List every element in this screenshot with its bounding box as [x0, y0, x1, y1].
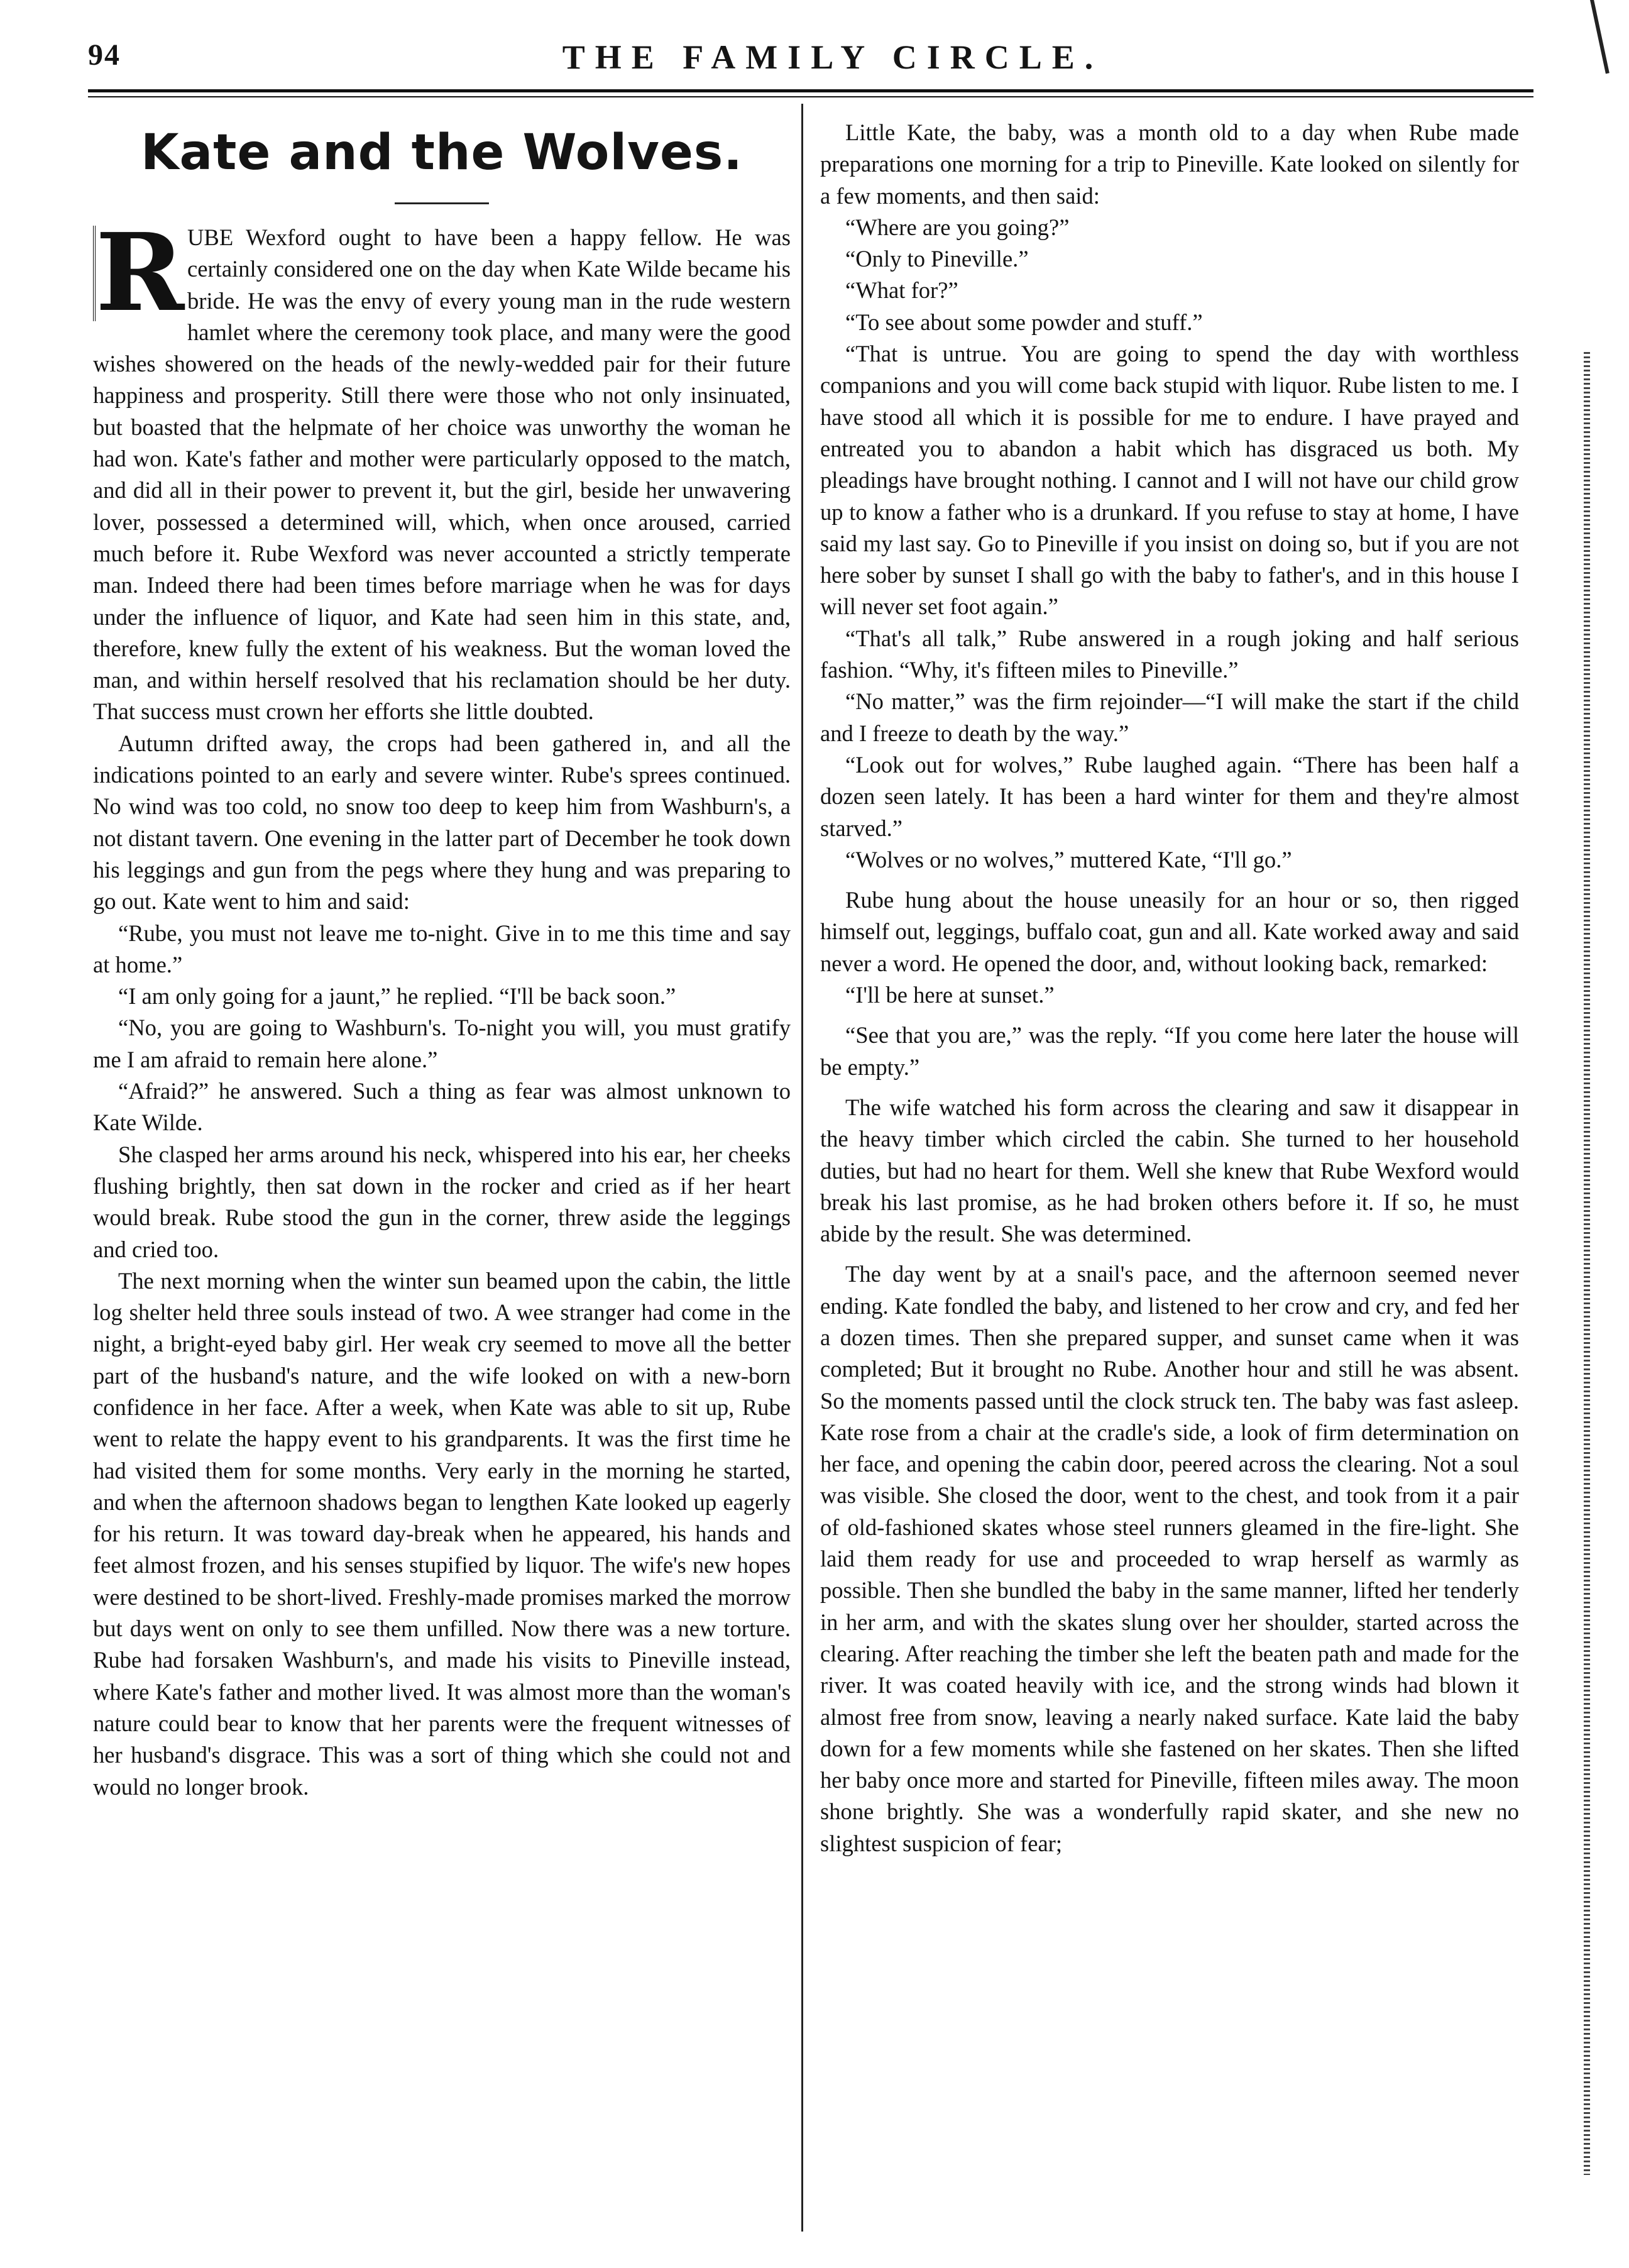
- paragraph: The day went by at a snail's pace, and the afternoon seemed never ending. Kate fondled the baby, and listened to her crow and cry, and fed her a dozen times. Then she prepared supper, and sunset came when it was completed; But it brought no Rube. Another hour and still he was absent. So the moments passed until the clock struck ten. The baby was fast asleep. Kate rose from a chair at the cradle's side, a look of firm determination on her face, and opening the cabin door, peered across the clearing. Not a soul was visible. She closed the door, went to the chest, and took from it a pair of old-fashioned skates whose steel runners gleamed in the fire-light. She laid them ready for use and proceeded to wrap herself as warmly as possible. Then she bundled the baby in the same manner, lifted her tenderly in her arm, and with the skates slung over her shoulder, started across the clearing. After reaching the timber she left the beaten path and made for the river. It was coated heavily with ice, and the strong winds had blown it almost free from snow, leaving a nearly naked surface. Kate laid the baby down for a few moments while she fastened on her skates. Then she lifted her baby once more and started for Pineville, fifteen miles away. The moon shone brightly. She was a wonderfully rapid skater, and she new no slightest suspicion of fear;: [820, 1261, 1519, 1856]
- paragraph: “Afraid?” he answered. Such a thing as fear was almost unknown to Kate Wilde.: [93, 1078, 791, 1136]
- column-divider: [801, 104, 803, 2232]
- left-column: [93, 112, 791, 1803]
- paragraph: “I am only going for a jaunt,” he replied. “I'll be back soon.”: [118, 983, 676, 1010]
- paragraph: She clasped her arms around his neck, whispered into his ear, her cheeks flushing brightly, then sat down in the rocker and cried as if her heart would break. Rube stood the gun in the corner, threw aside the leggings and cried too.: [93, 1141, 791, 1262]
- paragraph: “No matter,” was the firm rejoinder—“I will make the start if the child and I freeze to death by the way.”: [820, 688, 1519, 746]
- running-head-title: THE FAMILY CIRCLE.: [562, 38, 1104, 76]
- right-column: [820, 117, 1519, 1859]
- page-number: 94: [88, 38, 121, 72]
- paragraph: The wife watched his form across the clearing and saw it disappear in the heavy timber which circled the cabin. She turned to her household duties, but had no heart for them. Well she knew that Rube Wexford would break his last promise, as he had broken others before it. If so, he must abide by the result. She was determined.: [820, 1094, 1519, 1247]
- page-edge-binding: [1584, 352, 1590, 2175]
- paragraph: Little Kate, the baby, was a month old to a day when Rube made preparations one morning for a trip to Pineville. Kate looked on silently for a few moments, and then said:: [820, 119, 1519, 209]
- paragraph: Autumn drifted away, the crops had been gathered in, and all the indications pointed to an early and severe winter. Rube's sprees continued. No wind was too cold, no snow too deep to keep him from Washburn's, a not distant tavern. One evening in the latter part of December he took down his leggings and gun from the pegs where they hung and was preparing to go out. Kate went to him and said:: [93, 730, 791, 915]
- paragraph: “Rube, you must not leave me to-night. Give in to me this time and say at home.”: [93, 920, 791, 977]
- paragraph: “Wolves or no wolves,” muttered Kate, “I'll go.”: [845, 846, 1292, 873]
- paragraph: “Where are you going?”: [845, 214, 1070, 240]
- paragraph: Rube hung about the house uneasily for an hour or so, then rigged himself out, leggings, buffalo coat, gun and all. Kate worked away and said never a word. He opened the door, and, without looking back, remarked:: [820, 887, 1519, 976]
- paragraph: “Look out for wolves,” Rube laughed again. “There has been half a dozen seen lately. It has been a hard winter for them and they're almost starved.”: [820, 751, 1519, 841]
- title-rule: [395, 202, 489, 204]
- paragraph: “See that you are,” was the reply. “If you come here later the house will be empty.”: [820, 1022, 1519, 1080]
- paragraph: “What for?”: [845, 277, 958, 304]
- paragraph: “That is untrue. You are going to spend the day with worthless companions and you will come back stupid with liquor. Rube listen to me. I have stood all which it is possible for me to endure. I have prayed and entreated you to abandon a habit which has disgraced us both. My pleadings have brought nothing. I cannot and I will not have our child grow up to know a father who is a drunkard. If you refuse to stay at home, I have said my last say. Go to Pineville if you insist on doing so, but if you are not here sober by sunset I shall go with the baby to father's, and in this house I will never set foot again.”: [820, 341, 1519, 620]
- paragraph: “To see about some powder and stuff.”: [845, 309, 1203, 335]
- drop-cap: R: [93, 226, 178, 321]
- paragraph: The next morning when the winter sun beamed upon the cabin, the little log shelter held three souls instead of two. A wee stranger had come in the night, a bright-eyed baby girl. Her weak cry seemed to move all the better part of the husband's nature, and the wife looked on with a new-born confidence in her face. After a week, when Kate was able to sit up, Rube went to relate the happy event to his grandparents. It was the first time he had visited them for some months. Very early in the morning he started, and when the afternoon shadows began to lengthen Kate looked up eagerly for his return. It was toward day-break when he appeared, his hands and feet almost frozen, and his senses stupified by liquor. The wife's new hopes were destined to be short-lived. Freshly-made promises marked the morrow but days went on only to see them unfilled. Now there was a new torture. Rube had forsaken Washburn's, and made his visits to Pineville instead, where Kate's father and mother lived. It was almost more than the woman's nature could bear to know that her parents were the frequent witnesses of her husband's disgrace. This was a sort of thing which she could not and would no longer brook.: [93, 1267, 791, 1800]
- paragraph: [93, 210, 791, 728]
- article-title: Kate and the Wolves.: [141, 124, 743, 181]
- paragraph: “No, you are going to Washburn's. To-night you will, you must gratify me I am afraid to remain here alone.”: [93, 1015, 791, 1072]
- paragraph: “That's all talk,” Rube answered in a rough joking and half serious fashion. “Why, it's fifteen miles to Pineville.”: [820, 625, 1519, 683]
- header-rule: [88, 89, 1533, 92]
- header-rule-thin: [88, 96, 1533, 97]
- paragraph-text: UBE Wexford ought to have been a happy fellow. He was certainly considered one on the day when Kate Wilde became his bride. He was the envy of every young man in the rude western hamlet where the ceremony took place, and many were the good wishes showered on the heads of the newly-wedded pair for their future happiness and prosperity. Still there were those who not only insinuated, but boasted that the helpmate of her choice was unworthy the woman he had won. Kate's father and mother were particularly opposed to the match, and did all in their power to prevent it, but the girl, beside her unwavering lover, possessed a determined will, which, when once aroused, carried much before it. Rube Wexford was never accounted a strictly temperate man. Indeed there had been times before marriage when he was for days under the influence of liquor, and Kate had seen him in this state, and, therefore, knew fully the extent of his weakness. But the woman loved the man, and within herself resolved that his reclamation should be her duty. That success must crown her efforts she little doubted.: [93, 224, 791, 725]
- paragraph: “Only to Pineville.”: [845, 246, 1029, 272]
- paragraph: “I'll be here at sunset.”: [845, 982, 1055, 1008]
- page-edge-mark: [1590, 0, 1610, 74]
